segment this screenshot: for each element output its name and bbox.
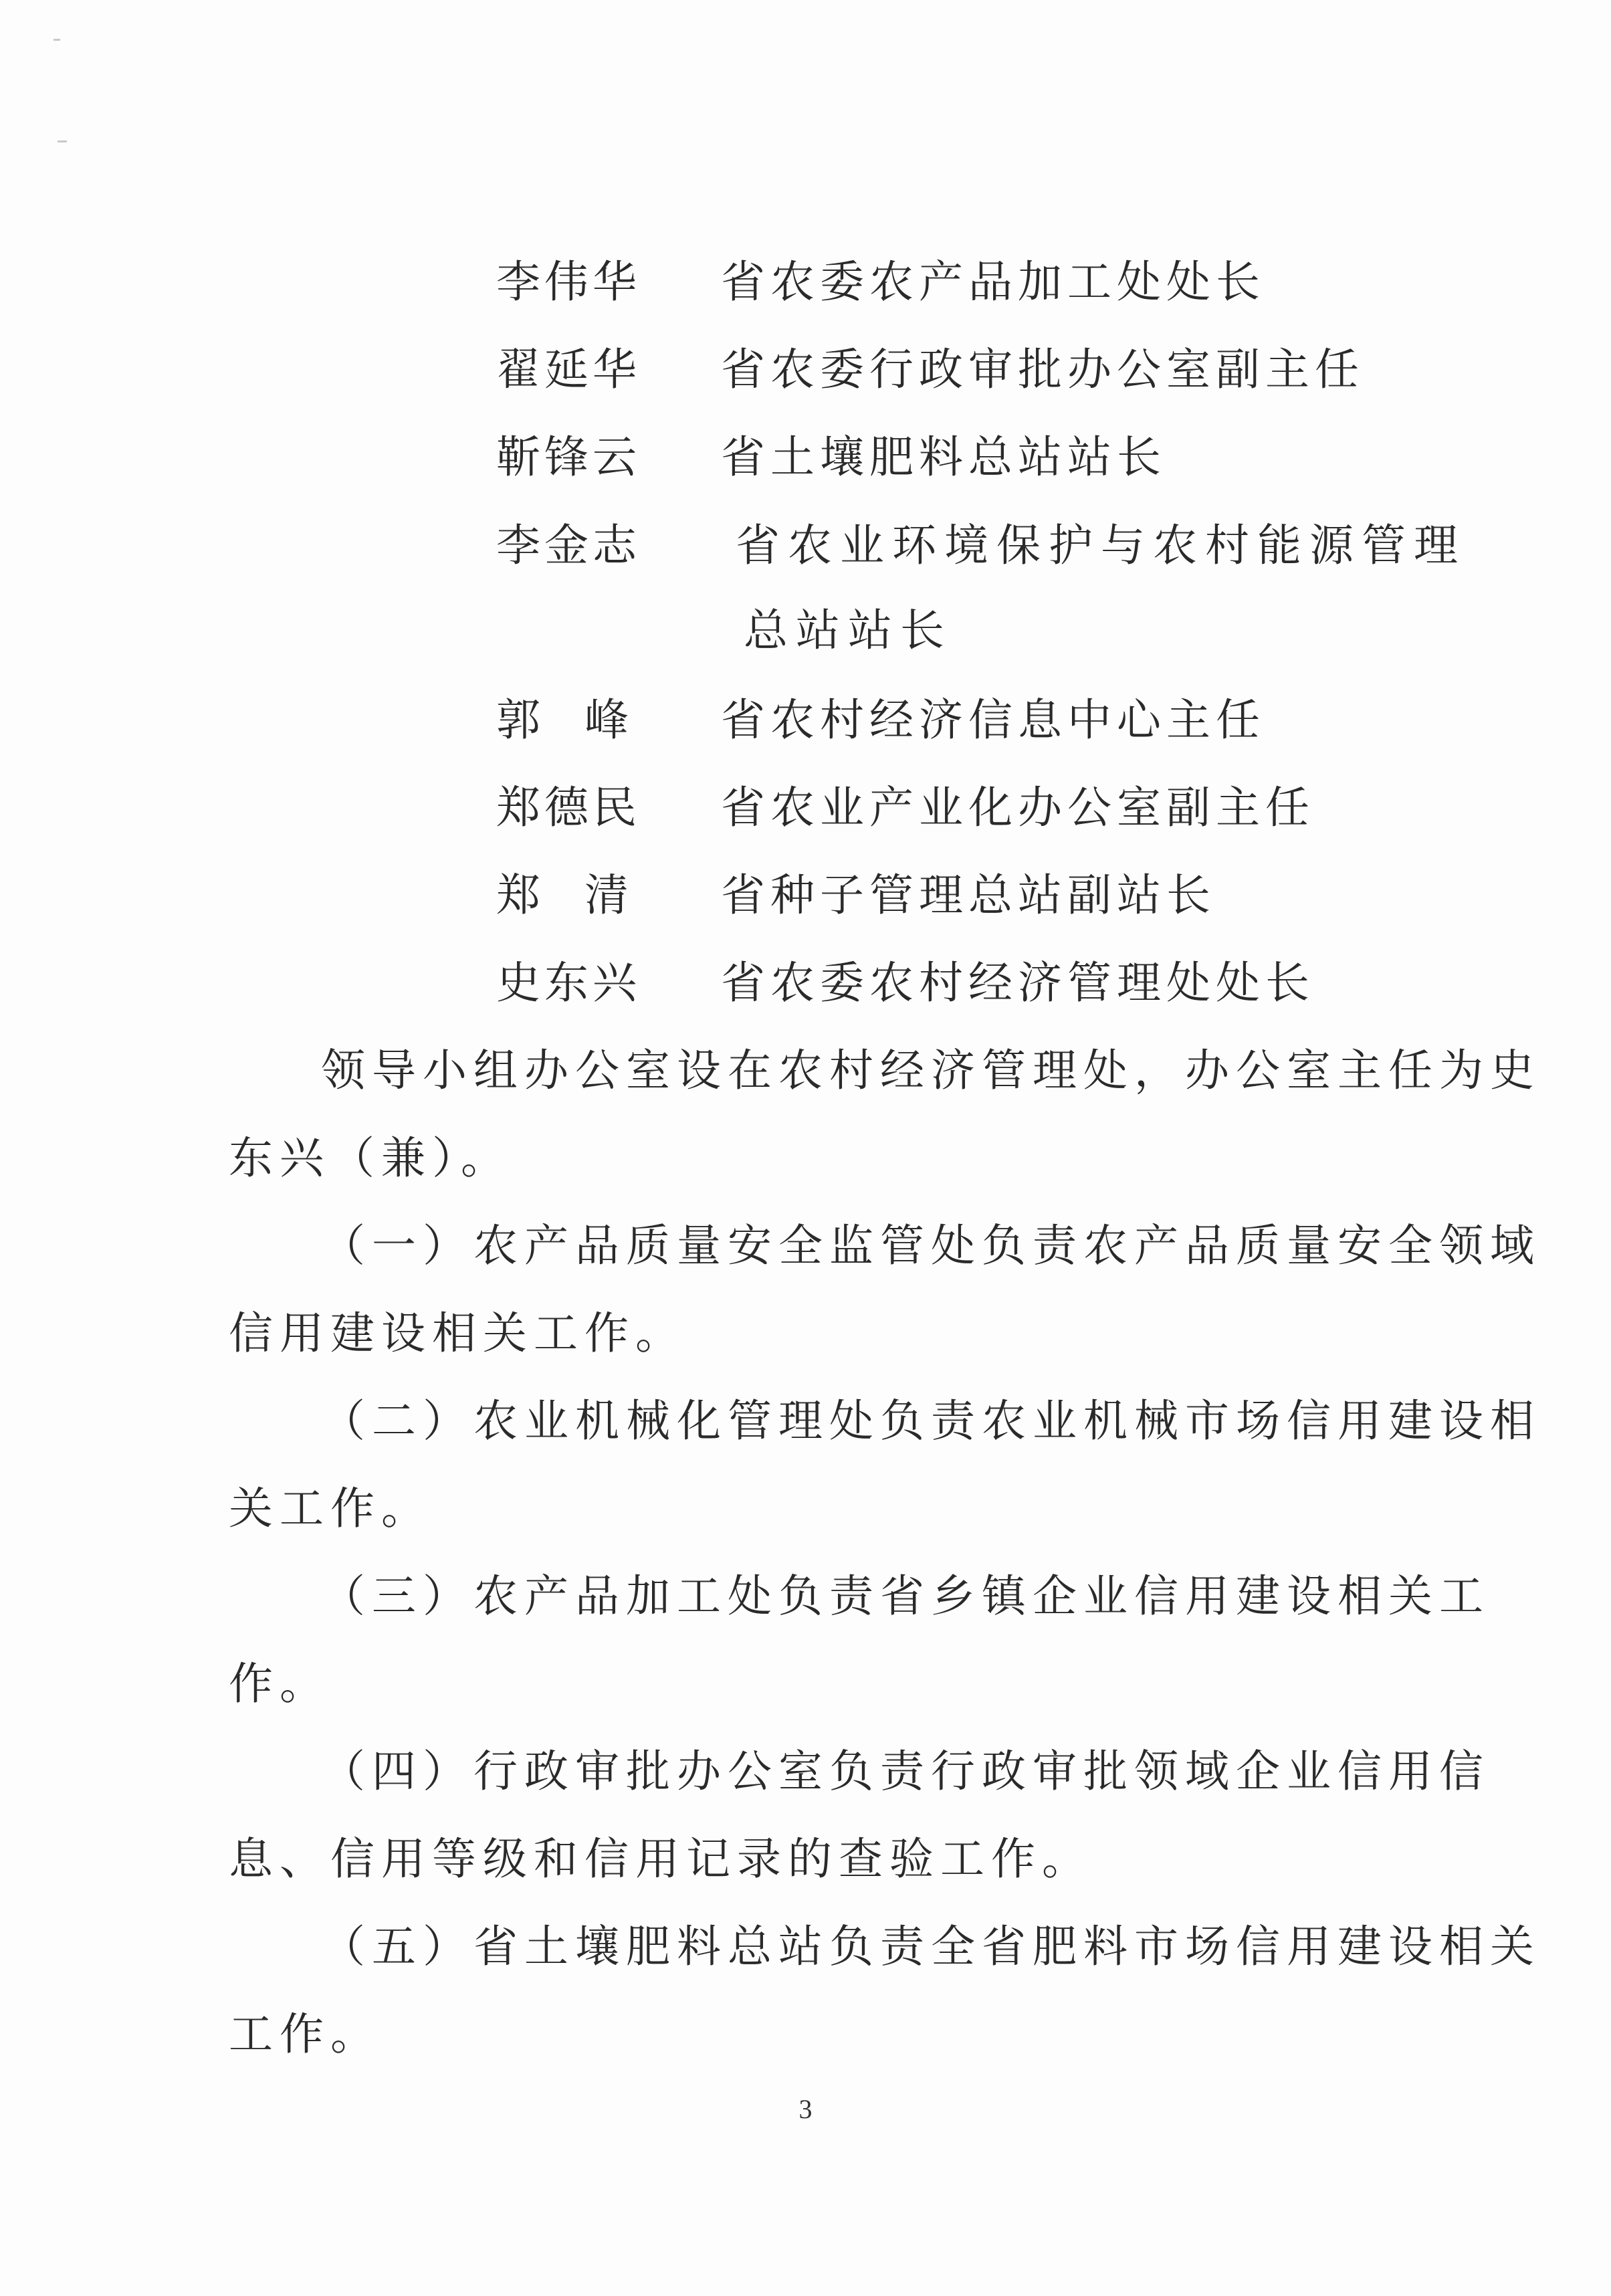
paragraph-line: 领导小组办公室设在农村经济管理处，办公室主任为史 [321,1045,1541,1096]
scan-artifact [53,39,60,41]
member-title: 省种子管理总站副站长 [721,869,1216,921]
member-name: 靳锋云 [496,431,641,483]
page-number: 3 [798,2094,813,2124]
paragraph-line: 工作。 [229,2008,381,2060]
scan-artifact [58,140,67,142]
member-name: 李伟华 [496,256,641,308]
member-title-continuation: 总站站长 [744,605,952,656]
member-title: 省农委行政审批办公室副主任 [721,344,1364,395]
member-title: 省农村经济信息中心主任 [721,694,1265,746]
paragraph-line: 东兴（兼）。 [229,1132,512,1184]
member-name: 史东兴 [496,957,641,1009]
paragraph-line: （三）农产品加工处负责省乡镇企业信用建设相关工 [321,1570,1490,1622]
member-name: 翟延华 [496,344,641,395]
paragraph-line: 息、信用等级和信用记录的查验工作。 [229,1833,1093,1885]
paragraph-line: （一）农产品质量安全监管处负责农产品质量安全领域 [321,1220,1541,1271]
member-name: 郑德民 [496,782,641,833]
member-title: 省农业产业化办公室副主任 [721,782,1315,833]
member-name: 郭 峰 [496,694,629,746]
paragraph-line: （二）农业机械化管理处负责农业机械市场信用建设相 [321,1395,1541,1447]
paragraph-line: （四）行政审批办公室负责行政审批领域企业信用信 [321,1746,1490,1797]
paragraph-line: （五）省土壤肥料总站负责全省肥料市场信用建设相关 [321,1921,1541,1972]
paragraph-line: 作。 [229,1658,330,1709]
paragraph-line: 信用建设相关工作。 [229,1308,686,1359]
member-title: 省农业环境保护与农村能源管理 [736,520,1466,571]
member-title: 省农委农村经济管理处处长 [721,957,1315,1009]
member-title: 省土壤肥料总站站长 [721,431,1166,483]
member-name: 郑 清 [496,869,629,921]
member-name: 李金志 [496,520,641,571]
member-title: 省农委农产品加工处处长 [721,256,1265,308]
paragraph-line: 关工作。 [229,1483,432,1534]
